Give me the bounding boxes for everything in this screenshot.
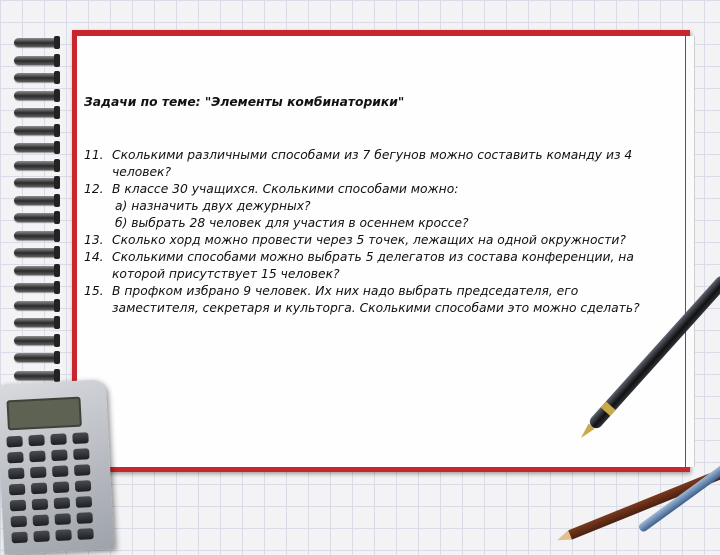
calculator-key: [75, 480, 92, 492]
task-text-line: человек?: [112, 165, 171, 179]
calculator-image: [0, 379, 114, 555]
task-item: [84, 181, 684, 232]
calculator-key: [29, 450, 46, 462]
task-text-line: В профком избрано 9 человек. Их них надо выбрать председателя, его: [112, 284, 579, 298]
calculator-screen: [6, 397, 81, 431]
task-subitem: б) выбрать 28 человек для участия в осеннем кроссе?: [115, 216, 469, 230]
calculator-key: [31, 482, 48, 494]
spiral-ring: [14, 91, 58, 100]
task-number: 13.: [84, 233, 104, 247]
task-text-line: Сколькими способами можно выбрать 5 делегатов из состава конференции, на: [112, 250, 634, 264]
task-item: [84, 232, 684, 249]
spiral-ring: [14, 371, 58, 380]
calculator-key: [33, 530, 50, 542]
calculator-key: [32, 514, 49, 526]
spiral-ring: [14, 318, 58, 327]
spiral-binding: [8, 38, 68, 398]
spiral-ring: [14, 283, 58, 292]
task-text-line: Сколько хорд можно провести через 5 точек, лежащих на одной окружности?: [112, 233, 626, 247]
calculator-key: [6, 436, 23, 448]
task-item: [84, 147, 684, 181]
task-number: 15.: [84, 284, 104, 298]
spiral-ring: [14, 161, 58, 170]
task-text-line: В классе 30 учащихся. Сколькими способами можно:: [112, 182, 459, 196]
calculator-key: [73, 448, 90, 460]
spiral-ring: [14, 73, 58, 82]
calculator-key: [28, 435, 45, 447]
spiral-ring: [14, 108, 58, 117]
calculator-key: [52, 465, 69, 477]
calculator-key: [11, 516, 28, 528]
task-text-line: заместителя, секретаря и культорга. Сколькими способами это можно сделать?: [112, 301, 640, 315]
spiral-ring: [14, 248, 58, 257]
spiral-ring: [14, 353, 58, 362]
calculator-key: [8, 468, 25, 480]
spiral-ring: [14, 143, 58, 152]
spiral-ring: [14, 178, 58, 187]
spiral-ring: [14, 38, 58, 47]
calculator-key: [50, 433, 67, 445]
task-number: 14.: [84, 250, 104, 264]
spiral-ring: [14, 301, 58, 310]
spiral-ring: [14, 266, 58, 275]
calculator-key: [74, 464, 91, 476]
calculator-key: [54, 513, 71, 525]
calculator-key: [51, 449, 68, 461]
spiral-ring: [14, 56, 58, 65]
calculator-key: [77, 528, 94, 540]
calculator-key: [54, 497, 71, 509]
task-number: 11.: [84, 148, 104, 162]
spiral-ring: [14, 336, 58, 345]
task-number: 12.: [84, 182, 104, 196]
spiral-ring: [14, 196, 58, 205]
calculator-key: [72, 432, 89, 444]
calculator-key: [7, 452, 24, 464]
task-text-line: которой присутствует 15 человек?: [112, 267, 340, 281]
task-item: [84, 283, 684, 317]
calculator-key: [10, 500, 27, 512]
calculator-key: [76, 496, 93, 508]
calculator-key: [76, 512, 93, 524]
task-item: [84, 249, 684, 283]
task-text-line: Сколькими различными способами из 7 бегунов можно составить команду из 4: [112, 148, 633, 162]
calculator-key: [32, 498, 49, 510]
calculator-key: [9, 484, 26, 496]
calculator-key: [55, 529, 72, 541]
calculator-key: [30, 466, 47, 478]
task-list-content: [84, 94, 684, 317]
spiral-ring: [14, 231, 58, 240]
task-subitem: а) назначить двух дежурных?: [115, 199, 311, 213]
calculator-key: [53, 481, 70, 493]
calculator-key: [11, 532, 28, 544]
page-title: Задачи по теме: "Элементы комбинаторики": [84, 95, 405, 109]
spiral-ring: [14, 213, 58, 222]
spiral-ring: [14, 126, 58, 135]
